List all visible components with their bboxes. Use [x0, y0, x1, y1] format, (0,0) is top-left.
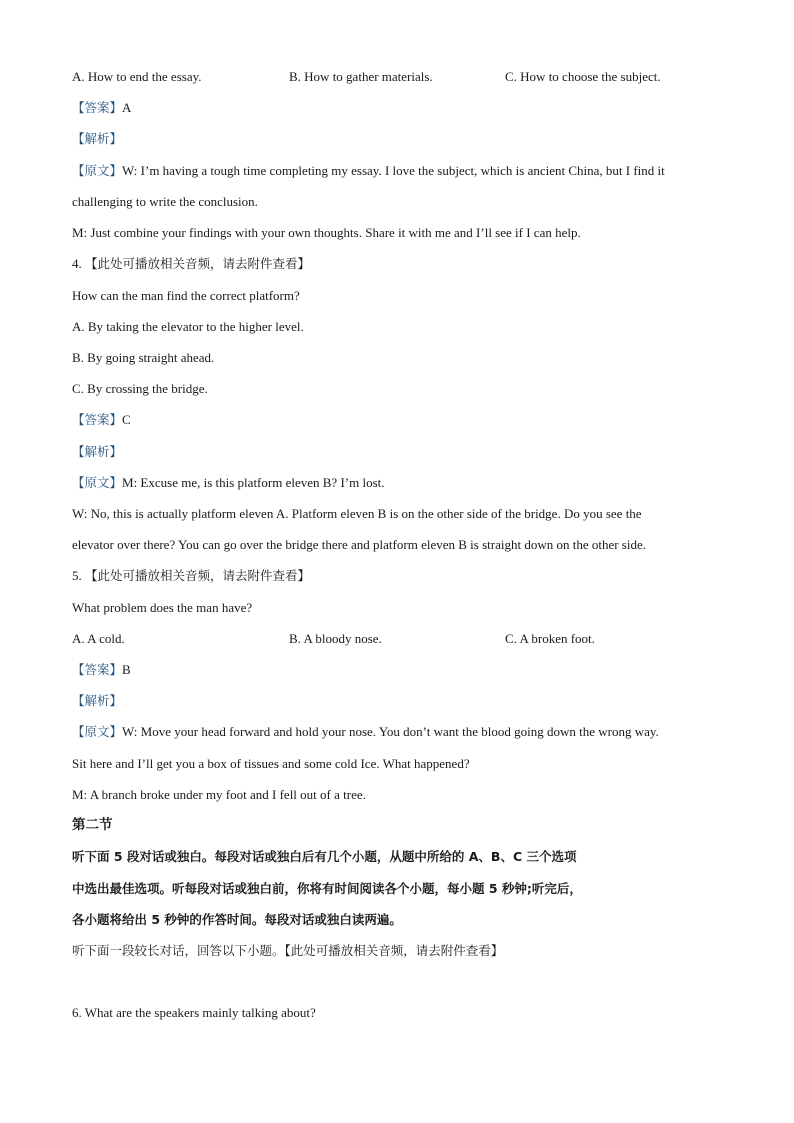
q4-transcript-line-2: W: No, this is actually platform eleven A. Platform eleven B is on the other side of the bridge. Do you see the [72, 506, 642, 521]
q5-transcript-line-3: M: A branch broke under my foot and I fell out of a tree. [72, 787, 366, 802]
section-sub-instruction: 听下面一段较长对话，回答以下小题。【此处可播放相关音频，请去附件查看】 [72, 943, 504, 958]
answer-tag: 【答案】 [72, 100, 123, 115]
q5-option-a: A. A cold. [72, 631, 125, 646]
transcript-text: W: Move your head forward and hold your nose. You don’t want the blood going down the wrong way. [122, 724, 659, 739]
q3-analysis [72, 130, 122, 147]
q3-option-c: C. How to choose the subject. [505, 69, 661, 84]
answer-value: C [122, 412, 131, 427]
section-instruction-line-2: 中选出最佳选项。听每段对话或独白前，你将有时间阅读各个小题，每小题 5 秒钟;听完后， [72, 881, 582, 896]
q5-transcript-line-1 [72, 723, 659, 740]
q4-answer [72, 411, 131, 428]
q3-answer [72, 99, 131, 116]
analysis-tag: 【解析】 [72, 131, 123, 146]
answer-value: A [122, 100, 132, 115]
q3-transcript-line-3: M: Just combine your findings with your own thoughts. Share it with me and I’ll see if I can help. [72, 225, 581, 240]
analysis-tag: 【解析】 [72, 693, 123, 708]
q4-header [72, 255, 310, 272]
q3-transcript-line-2: challenging to write the conclusion. [72, 194, 258, 209]
q5-header [72, 567, 310, 584]
q3-transcript-line-1 [72, 162, 665, 179]
transcript-tag: 【原文】 [72, 475, 123, 490]
q4-transcript-line-1 [72, 474, 385, 491]
q4-analysis [72, 443, 122, 460]
question-number: 4. [72, 256, 82, 271]
transcript-text: W: I’m having a tough time completing my essay. I love the subject, which is ancient China, but I find it [122, 163, 665, 178]
answer-tag: 【答案】 [72, 662, 123, 677]
q3-option-b: B. How to gather materials. [289, 69, 433, 84]
q4-question: How can the man find the correct platform? [72, 288, 300, 303]
q5-answer [72, 661, 131, 678]
q6-question: 6. What are the speakers mainly talking about? [72, 1005, 316, 1020]
q5-question: What problem does the man have? [72, 600, 253, 615]
transcript-tag: 【原文】 [72, 163, 123, 178]
q4-transcript-line-3: elevator over there? You can go over the bridge there and platform eleven B is straight down on the other side. [72, 537, 646, 552]
q5-transcript-line-2: Sit here and I’ll get you a box of tissues and some cold Ice. What happened? [72, 756, 470, 771]
q4-option-a: A. By taking the elevator to the higher level. [72, 319, 304, 334]
analysis-tag: 【解析】 [72, 444, 123, 459]
q5-analysis [72, 692, 122, 709]
section-title: 第二节 [72, 817, 113, 833]
q5-option-b: B. A bloody nose. [289, 631, 382, 646]
question-number: 5. [72, 568, 82, 583]
q4-option-b: B. By going straight ahead. [72, 350, 215, 365]
section-instruction-line-3: 各小题将给出 5 秒钟的作答时间。每段对话或独白读两遍。 [72, 912, 402, 927]
transcript-text: M: Excuse me, is this platform eleven B? I’m lost. [122, 475, 385, 490]
answer-tag: 【答案】 [72, 412, 123, 427]
audio-note: 【此处可播放相关音频，请去附件查看】 [85, 568, 311, 583]
q5-option-c: C. A broken foot. [505, 631, 595, 646]
q4-option-c: C. By crossing the bridge. [72, 381, 208, 396]
transcript-tag: 【原文】 [72, 724, 123, 739]
section-instruction-line-1: 听下面 5 段对话或独白。每段对话或独白后有几个小题，从题中所给的 A、B、C 三个选项 [72, 849, 577, 864]
audio-note: 【此处可播放相关音频，请去附件查看】 [85, 256, 311, 271]
answer-value: B [122, 662, 131, 677]
q3-option-a: A. How to end the essay. [72, 69, 202, 84]
